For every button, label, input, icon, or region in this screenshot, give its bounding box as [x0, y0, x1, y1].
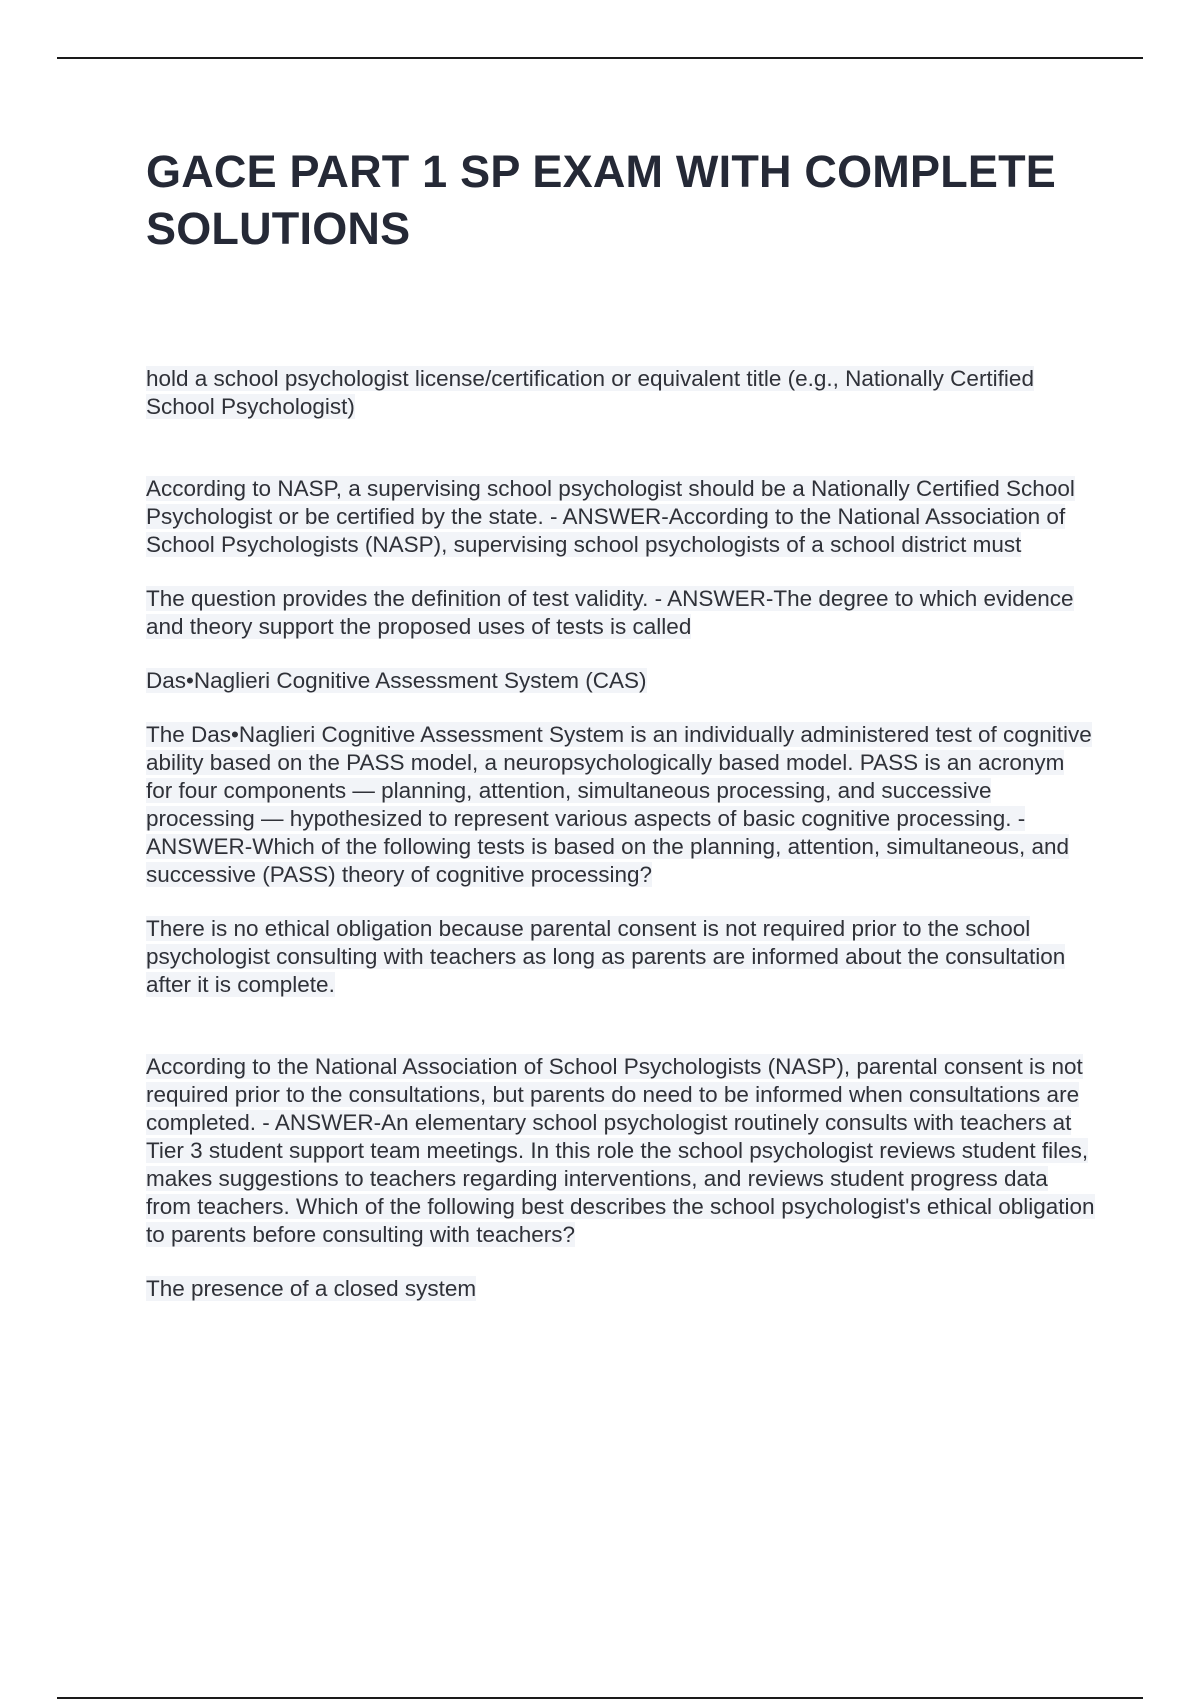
- paragraph-3: [146, 585, 1096, 641]
- paragraph-6: [146, 915, 1096, 999]
- paragraph-5-text: The Das•Naglieri Cognitive Assessment System is an individually administered test of cognitive ability based on the PASS model, a neuropsychologically based model. PASS is an acronym for four components — planning, attention, simultaneous processing, and successive processing — hypothesized to represent various aspects of basic cognitive processing. - ANSWER-Which of the following tests is based on the planning, attention, simultaneous, and successive (PASS) theory of cognitive processing?: [146, 722, 1092, 887]
- paragraph-4: [146, 667, 1096, 695]
- paragraph-6-text: There is no ethical obligation because parental consent is not required prior to the school psychologist consulting with teachers as long as parents are informed about the consultation after it is complete.: [146, 916, 1066, 997]
- bottom-rule: [57, 1697, 1143, 1699]
- paragraph-4-text: Das•Naglieri Cognitive Assessment System (CAS): [146, 668, 647, 693]
- paragraph-8: [146, 1275, 1096, 1303]
- top-rule: [57, 57, 1143, 59]
- paragraph-7: [146, 1053, 1096, 1249]
- document-title: GACE PART 1 SP EXAM WITH COMPLETE SOLUTIONS: [146, 146, 1057, 254]
- paragraph-2: [146, 475, 1096, 559]
- paragraph-5: [146, 721, 1096, 889]
- paragraph-1-text: hold a school psychologist license/certification or equivalent title (e.g., Nationally Certified School Psychologist): [146, 366, 1034, 419]
- paragraph-3-text: The question provides the definition of test validity. - ANSWER-The degree to which evidence and theory support the proposed uses of tests is called: [146, 586, 1074, 639]
- document-content: [146, 143, 1096, 1303]
- paragraph-2-text: According to NASP, a supervising school psychologist should be a Nationally Certified School Psychologist or be certified by the state. - ANSWER-According to the National Association of School Psychologists (NASP), supervising school psychologists of a school district must: [146, 476, 1075, 557]
- paragraph-8-text: The presence of a closed system: [146, 1276, 477, 1301]
- paragraph-1: [146, 365, 1096, 421]
- qa-paragraphs: [146, 365, 1096, 1303]
- paragraph-7-text: According to the National Association of School Psychologists (NASP), parental consent is not required prior to the consultations, but parents do need to be informed when consultations are completed. - ANSWER-An elementary school psychologist routinely consults with teachers at Tier 3 student support team meetings. In this role the school psychologist reviews student files, makes suggestions to teachers regarding interventions, and reviews student progress data from teachers. Which of the following best describes the school psychologist's ethical obligation to parents before consulting with teachers?: [146, 1054, 1095, 1247]
